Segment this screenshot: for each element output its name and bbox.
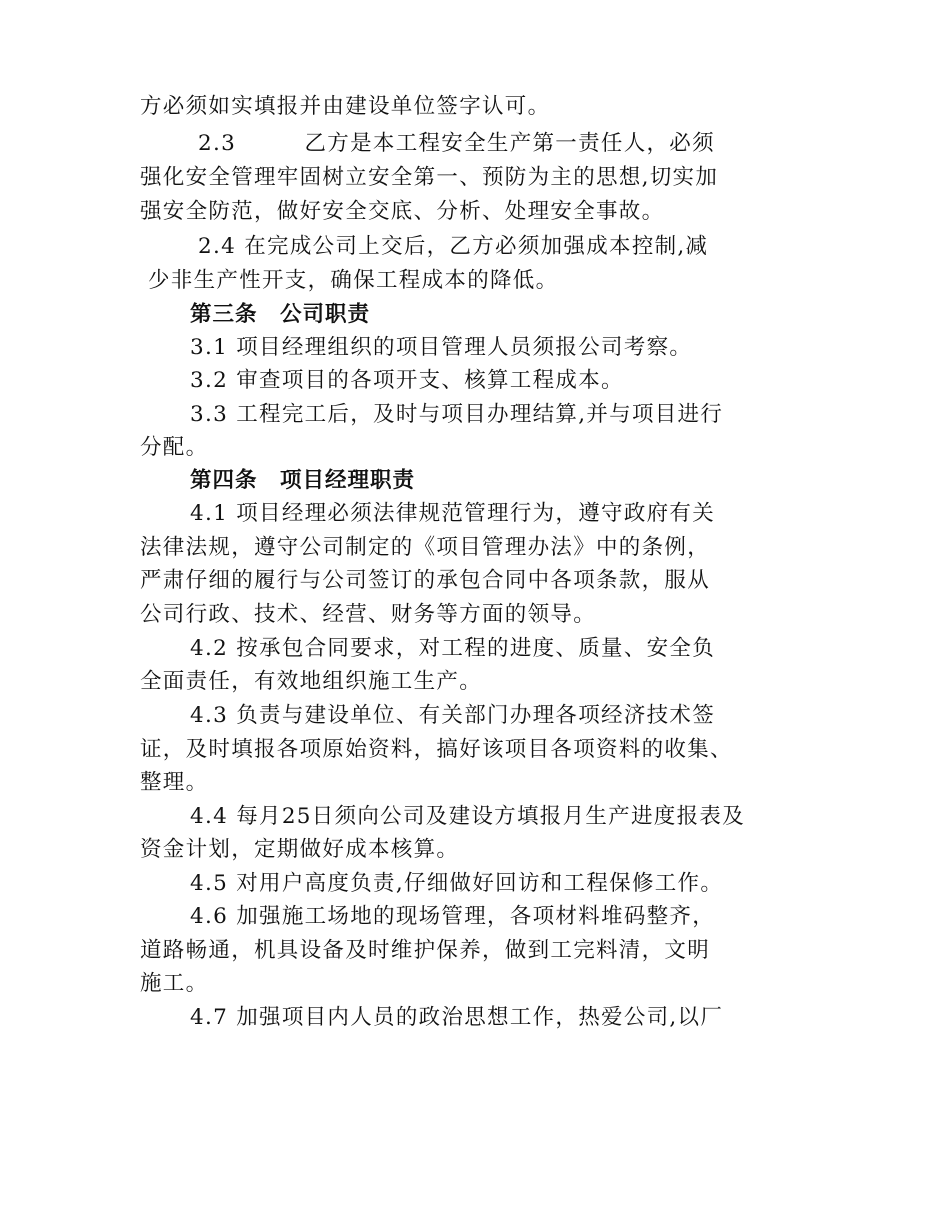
text-line: 证，及时填报各项原始资料，搞好该项目各项资料的收集、 <box>140 737 733 762</box>
section-heading: 第三条 公司职责 <box>190 302 371 327</box>
text-line: 3.1 项目经理组织的项目管理人员须报公司考察。 <box>190 335 693 360</box>
text-line: 4.5 对用户高度负责,仔细做好回访和工程保修工作。 <box>190 871 724 896</box>
text-line: 施工。 <box>140 971 209 996</box>
text-line: 强化安全管理牢固树立安全第一、预防为主的思想,切实加 <box>140 165 719 190</box>
text-line: 方必须如实填报并由建设单位签字认可。 <box>140 94 551 119</box>
text-line: 少非生产性开支，确保工程成本的降低。 <box>148 268 559 293</box>
text-line: 公司行政、技术、经营、财务等方面的领导。 <box>140 602 597 627</box>
text-line: 2.4 在完成公司上交后，乙方必须加强成本控制,减 <box>198 234 709 259</box>
text-line: 整理。 <box>140 770 209 795</box>
text-line: 3.3 工程完工后，及时与项目办理结算,并与项目进行 <box>190 402 724 427</box>
text-line: 4.7 加强项目内人员的政治思想工作，热爱公司,以厂 <box>190 1005 724 1030</box>
text-line: 3.2 审查项目的各项开支、核算工程成本。 <box>190 368 624 393</box>
text-line: 4.1 项目经理必须法律规范管理行为，遵守政府有关 <box>190 501 716 526</box>
text-line: 资金计划，定期做好成本核算。 <box>140 837 460 862</box>
text-line: 法律法规，遵守公司制定的《项目管理办法》中的条例， <box>140 535 711 560</box>
text-line: 严肃仔细的履行与公司签订的承包合同中各项条款，服从 <box>140 568 711 593</box>
section-heading: 第四条 项目经理职责 <box>190 468 416 493</box>
text-line: 4.2 按承包合同要求，对工程的进度、质量、安全负 <box>190 636 716 661</box>
text-line: 4.3 负责与建设单位、有关部门办理各项经济技术签 <box>190 703 716 728</box>
text-line: 2.3 乙方是本工程安全生产第一责任人，必须 <box>198 131 715 156</box>
text-line: 4.4 每月25日须向公司及建设方填报月生产进度报表及 <box>190 804 745 829</box>
text-line: 道路畅通，机具设备及时维护保养，做到工完料清，文明 <box>140 938 711 963</box>
text-line: 强安全防范，做好安全交底、分析、处理安全事故。 <box>140 199 665 224</box>
text-line: 4.6 加强施工场地的现场管理，各项材料堆码整齐， <box>190 904 716 929</box>
text-line: 分配。 <box>140 435 209 460</box>
text-line: 全面责任，有效地组织施工生产。 <box>140 669 483 694</box>
